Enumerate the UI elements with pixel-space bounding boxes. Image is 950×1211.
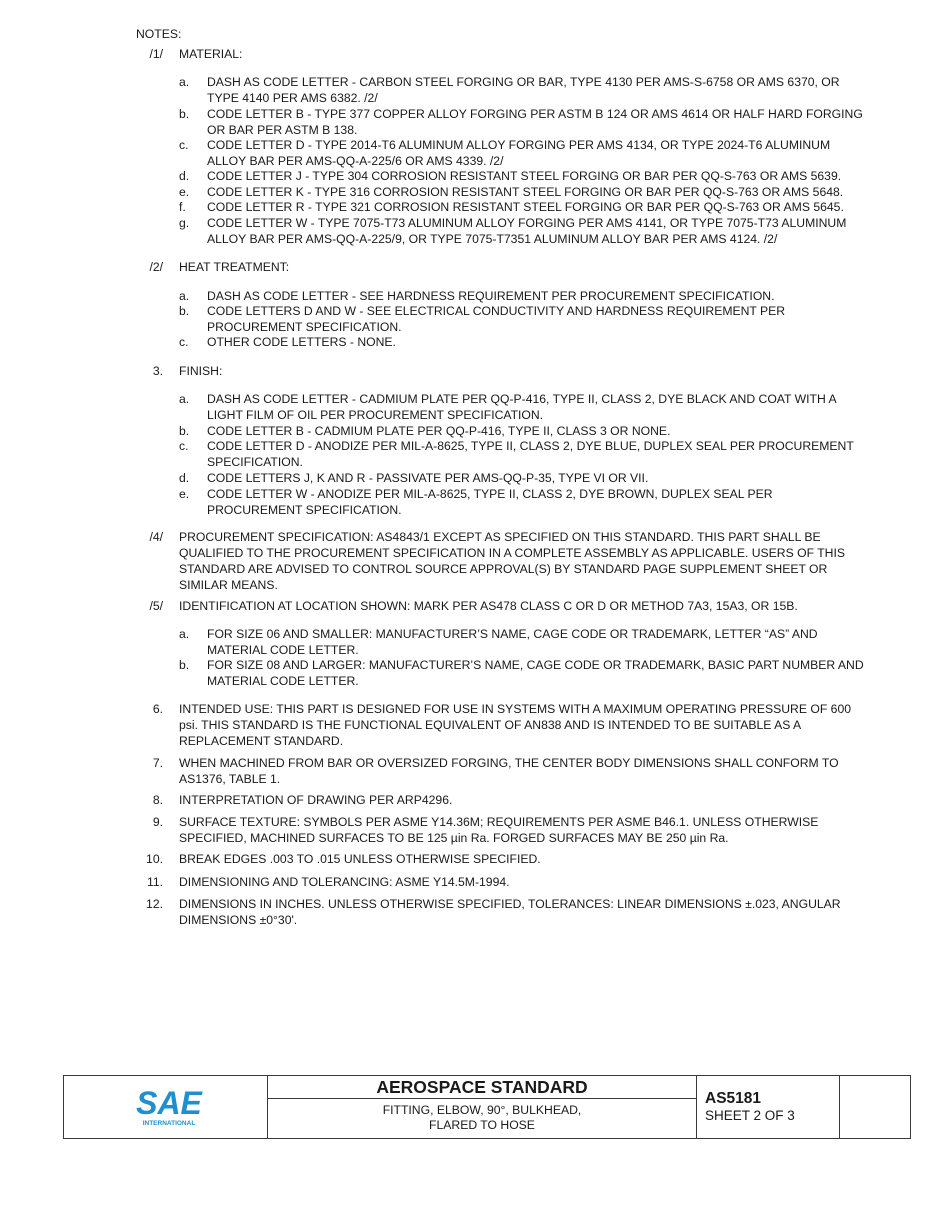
item-text: OTHER CODE LETTERS - NONE.	[207, 335, 396, 349]
note-number: 12.	[146, 897, 163, 911]
number-cell	[697, 1076, 840, 1138]
document-title	[268, 1103, 696, 1133]
note-number: /4/	[149, 530, 163, 544]
title-cell	[268, 1076, 697, 1138]
sae-logo-text: SAE	[136, 1085, 202, 1121]
note-text: SURFACE TEXTURE: SYMBOLS PER ASME Y14.36M; REQUIREMENTS PER ASME B46.1. UNLESS OTHERWISE SPECIFIED, MACHINED SURFACES TO BE 125 µin Ra. FORGED SURFACES MAY BE 250 µin Ra.	[179, 815, 819, 845]
note-number: 11.	[146, 875, 163, 889]
note-number: 6.	[152, 702, 163, 716]
item-letter: b.	[179, 424, 190, 438]
blank-cell	[840, 1076, 910, 1138]
item-text: CODE LETTERS J, K AND R - PASSIVATE PER AMS-QQ-P-35, TYPE VI OR VII.	[207, 471, 649, 485]
item-letter: d.	[179, 471, 190, 485]
note-number: 7.	[152, 756, 163, 770]
note-number: 3.	[152, 364, 163, 378]
item-letter: b.	[179, 107, 190, 121]
item-text: FOR SIZE 08 AND LARGER: MANUFACTURER’S NAME, CAGE CODE OR TRADEMARK, BASIC PART NUMBER AND MATERIAL CODE LETTER.	[207, 658, 864, 688]
note-text: HEAT TREATMENT:	[179, 260, 290, 274]
item-text: CODE LETTER D - ANODIZE PER MIL-A-8625, TYPE II, CLASS 2, DYE BLUE, DUPLEX SEAL PER PROCUREMENT SPECIFICATION.	[207, 439, 854, 469]
notes-heading: NOTES:	[136, 27, 182, 41]
sae-logo	[134, 1084, 204, 1128]
item-letter: g.	[179, 216, 190, 230]
item-text: CODE LETTER B - TYPE 377 COPPER ALLOY FORGING PER ASTM B 124 OR AMS 4614 OR HALF HARD FORGING OR BAR PER ASTM B 138.	[207, 107, 863, 137]
item-letter: b.	[179, 304, 190, 318]
note-text: IDENTIFICATION AT LOCATION SHOWN: MARK PER AS478 CLASS C OR D OR METHOD 7A3, 15A3, OR 15B.	[179, 599, 798, 613]
note-text: DIMENSIONS IN INCHES. UNLESS OTHERWISE SPECIFIED, TOLERANCES: LINEAR DIMENSIONS ±.023, ANGULAR DIMENSIONS ±0°30'.	[179, 897, 841, 927]
note-number: 10.	[146, 852, 163, 866]
item-letter: a.	[179, 392, 190, 406]
item-letter: b.	[179, 658, 190, 672]
item-letter: c.	[179, 439, 189, 453]
item-letter: e.	[179, 487, 190, 501]
item-letter: c.	[179, 335, 189, 349]
note-text: MATERIAL:	[179, 47, 243, 61]
item-text: CODE LETTER D - TYPE 2014-T6 ALUMINUM ALLOY FORGING PER AMS 4134, OR TYPE 2024-T6 ALUMINUM ALLOY BAR PER AMS-QQ-A-225/6 OR AMS 4339. /2/	[207, 138, 831, 168]
item-text: CODE LETTER B - CADMIUM PLATE PER QQ-P-416, TYPE II, CLASS 3 OR NONE.	[207, 424, 671, 438]
item-letter: a.	[179, 627, 190, 641]
item-letter: a.	[179, 289, 190, 303]
note-number: /5/	[149, 599, 163, 613]
part-number: AS5181	[705, 1090, 762, 1107]
note-text: BREAK EDGES .003 TO .015 UNLESS OTHERWISE SPECIFIED.	[179, 852, 541, 866]
item-text: CODE LETTER K - TYPE 316 CORROSION RESISTANT STEEL FORGING OR BAR PER QQ-S-763 OR AMS 5648.	[207, 185, 844, 199]
note-text: INTERPRETATION OF DRAWING PER ARP4296.	[179, 793, 453, 807]
item-letter: f.	[179, 200, 186, 214]
item-letter: e.	[179, 185, 190, 199]
sae-logo-subtext: INTERNATIONAL	[142, 1120, 196, 1127]
note-text: WHEN MACHINED FROM BAR OR OVERSIZED FORGING, THE CENTER BODY DIMENSIONS SHALL CONFORM TO AS1376, TABLE 1.	[179, 756, 839, 786]
sheet-number: SHEET 2 OF 3	[705, 1108, 795, 1123]
note-text: INTENDED USE: THIS PART IS DESIGNED FOR USE IN SYSTEMS WITH A MAXIMUM OPERATING PRESSURE OF 600 psi. THIS STANDARD IS THE FUNCTIONAL EQUIVALENT OF AN838 AND IS INTENDED TO BE SUITABLE AS A REPLACEMENT STANDARD.	[179, 702, 852, 748]
note-number: 9.	[152, 815, 163, 829]
item-letter: a.	[179, 75, 190, 89]
note-text: FINISH:	[179, 364, 223, 378]
item-text: CODE LETTER R - TYPE 321 CORROSION RESISTANT STEEL FORGING OR BAR PER QQ-S-763 OR AMS 5645.	[207, 200, 844, 214]
note-number: /1/	[149, 47, 163, 61]
note-text: DIMENSIONING AND TOLERANCING: ASME Y14.5M-1994.	[179, 875, 510, 889]
note-number: /2/	[149, 260, 163, 274]
title-line-2: FLARED TO HOSE	[429, 1118, 535, 1132]
logo-cell	[64, 1076, 268, 1138]
item-text: CODE LETTER J - TYPE 304 CORROSION RESISTANT STEEL FORGING OR BAR PER QQ-S-763 OR AMS 5639.	[207, 169, 842, 183]
title-block	[63, 1075, 911, 1139]
item-text: DASH AS CODE LETTER - SEE HARDNESS REQUIREMENT PER PROCUREMENT SPECIFICATION.	[207, 289, 775, 303]
item-text: CODE LETTER W - TYPE 7075-T73 ALUMINUM ALLOY FORGING PER AMS 4141, OR TYPE 7075-T73 ALUMINUM ALLOY BAR PER AMS-QQ-A-225/9, OR TYPE 7075-T7351 ALUMINUM ALLOY BAR PER AMS 4124. /2/	[207, 216, 847, 246]
item-text: CODE LETTER W - ANODIZE PER MIL-A-8625, TYPE II, CLASS 2, DYE BROWN, DUPLEX SEAL PER PROCUREMENT SPECIFICATION.	[207, 487, 773, 517]
note-text: PROCUREMENT SPECIFICATION: AS4843/1 EXCEPT AS SPECIFIED ON THIS STANDARD. THIS PART SHALL BE QUALIFIED TO THE PROCUREMENT SPECIFICATION IN A COMPLETE ASSEMBLY AS APPLICABLE. USERS OF THIS STANDARD ARE ADVISED TO CONTROL SOURCE APPROVAL(S) BY STANDARD PAGE SUPPLEMENT SHEET OR SIMILAR MEANS.	[179, 530, 845, 592]
item-text: DASH AS CODE LETTER - CARBON STEEL FORGING OR BAR, TYPE 4130 PER AMS-S-6758 OR AMS 6370, OR TYPE 4140 PER AMS 6382. /2/	[207, 75, 840, 105]
item-letter: c.	[179, 138, 189, 152]
item-text: FOR SIZE 06 AND SMALLER: MANUFACTURER’S NAME, CAGE CODE OR TRADEMARK, LETTER “AS” AND MATERIAL CODE LETTER.	[207, 627, 818, 657]
standard-label: AEROSPACE STANDARD	[268, 1076, 696, 1099]
note-number: 8.	[152, 793, 163, 807]
title-line-1: FITTING, ELBOW, 90°, BULKHEAD,	[382, 1103, 582, 1117]
item-text: CODE LETTERS D AND W - SEE ELECTRICAL CONDUCTIVITY AND HARDNESS REQUIREMENT PER PROCUREMENT SPECIFICATION.	[207, 304, 786, 334]
item-letter: d.	[179, 169, 190, 183]
item-text: DASH AS CODE LETTER - CADMIUM PLATE PER QQ-P-416, TYPE II, CLASS 2, DYE BLACK AND COAT WITH A LIGHT FILM OF OIL PER PROCUREMENT SPECIFICATION.	[207, 392, 836, 422]
